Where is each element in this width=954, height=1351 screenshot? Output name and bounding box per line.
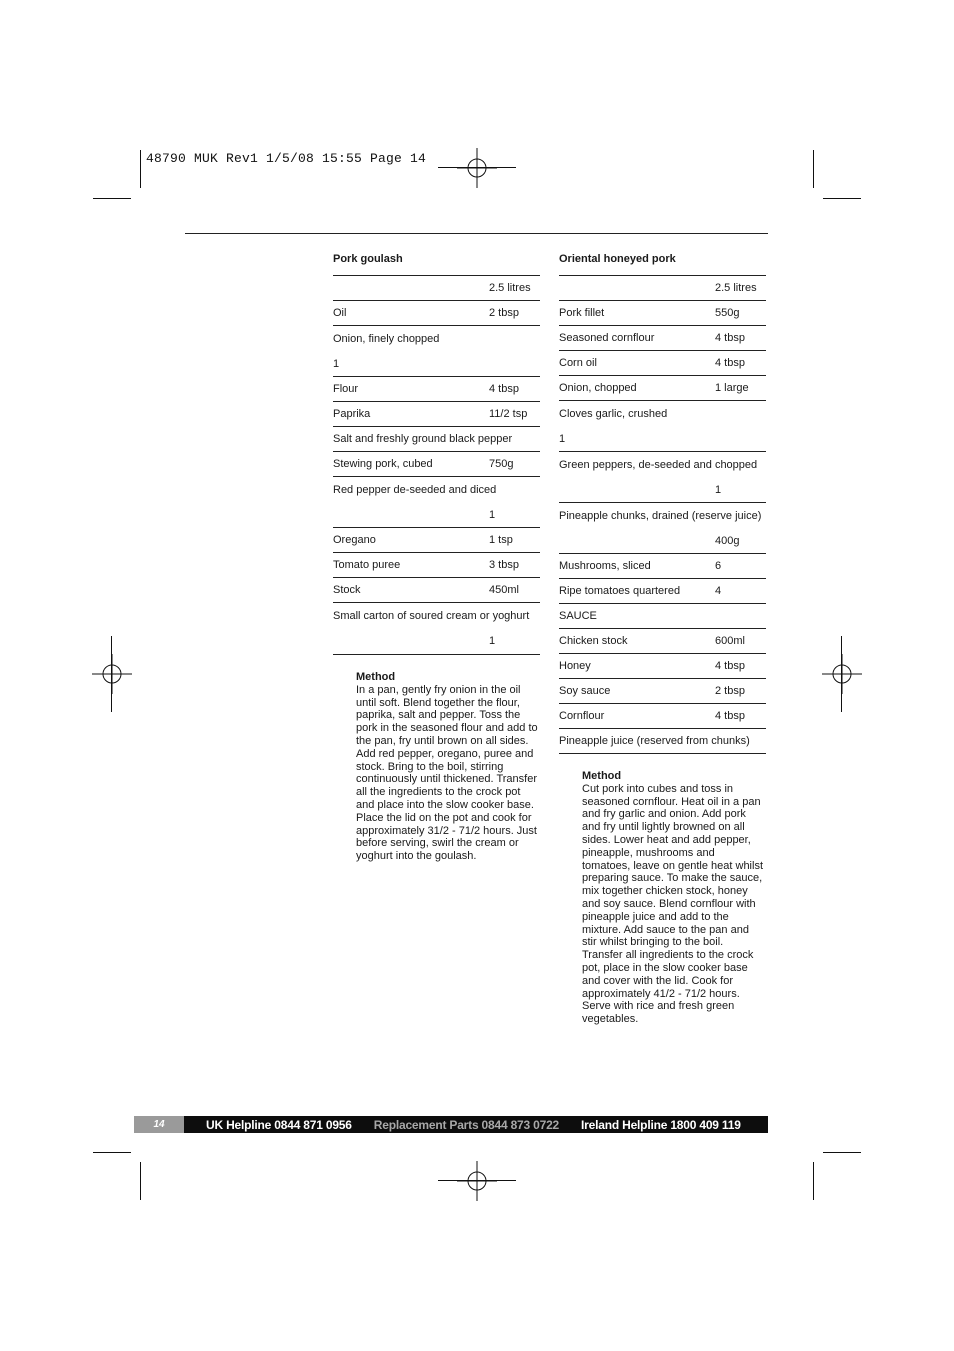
ingredient-qty: 1 xyxy=(559,432,566,445)
ingredient-name: Red pepper de-seeded and diced xyxy=(333,483,497,496)
ingredient-list xyxy=(333,275,540,655)
ingredient-row xyxy=(559,604,766,629)
method-heading: Method xyxy=(356,671,396,683)
ingredient-name: Flour xyxy=(333,383,359,395)
ingredient-row xyxy=(559,579,766,604)
ingredient-qty: 2 tbsp xyxy=(715,685,745,697)
page-number: 14 xyxy=(134,1116,184,1133)
ingredient-qty: 4 tbsp xyxy=(715,332,745,344)
crop-mark xyxy=(813,1162,814,1200)
ingredient-row xyxy=(333,427,540,452)
recipe-pork-goulash xyxy=(333,250,540,863)
ingredient-name: Cornflour xyxy=(559,710,605,722)
ingredient-row xyxy=(333,578,540,603)
ingredient-name: Salt and freshly ground black pepper xyxy=(333,433,513,445)
ingredient-row xyxy=(559,654,766,679)
ingredient-row xyxy=(333,377,540,402)
method-section xyxy=(559,770,766,1026)
ingredient-row xyxy=(333,276,540,301)
registration-mark-icon xyxy=(92,654,132,694)
print-slug: 48790 MUK Rev1 1/5/08 15:55 Page 14 xyxy=(146,151,427,166)
registration-stem xyxy=(438,167,516,168)
method-section xyxy=(333,671,540,863)
ingredient-row xyxy=(559,729,766,754)
ingredient-row xyxy=(559,629,766,654)
ingredient-name: Paprika xyxy=(333,408,371,420)
ingredient-row xyxy=(559,301,766,326)
ingredient-name: Onion, chopped xyxy=(559,382,637,394)
ingredient-row xyxy=(333,326,540,377)
ingredient-row xyxy=(559,376,766,401)
crop-mark xyxy=(823,1152,861,1153)
ingredient-qty: 450ml xyxy=(489,584,519,596)
ingredient-name: Onion, finely chopped xyxy=(333,332,440,345)
ingredient-qty: 400g xyxy=(715,534,740,547)
ingredient-name: Chicken stock xyxy=(559,635,628,647)
crop-mark xyxy=(140,150,141,188)
ingredient-qty: 2 tbsp xyxy=(489,307,519,319)
uk-helpline: UK Helpline 0844 871 0956 xyxy=(206,1117,352,1132)
ingredient-row xyxy=(333,301,540,326)
ingredient-qty: 2.5 litres xyxy=(489,282,531,294)
ingredient-qty: 11/2 tsp xyxy=(489,408,528,420)
recipe-title: Pork goulash xyxy=(333,253,403,265)
ingredient-list xyxy=(559,275,766,754)
helpline-footer xyxy=(134,1116,768,1133)
ingredient-name: Oil xyxy=(333,307,347,319)
ingredient-row xyxy=(559,401,766,452)
ingredient-row xyxy=(333,553,540,578)
ingredient-name: Mushrooms, sliced xyxy=(559,560,651,572)
crop-mark xyxy=(140,1162,141,1200)
ingredient-row xyxy=(559,326,766,351)
ingredient-qty: 1 tsp xyxy=(489,534,513,546)
ingredient-name: Pork fillet xyxy=(559,307,605,319)
ingredient-name: Stewing pork, cubed xyxy=(333,458,433,470)
ingredient-name: Small carton of soured cream or yoghurt xyxy=(333,609,530,622)
header-rule xyxy=(185,233,768,234)
ingredient-name: Corn oil xyxy=(559,357,597,369)
ingredient-name: Cloves garlic, crushed xyxy=(559,407,668,420)
method-text: Cut pork into cubes and toss in seasoned cornflour. Heat oil in a pan and fry garlic and onion. Add pork and fry until lightly browned on all sides. Lower heat and add pepper, pineapple, mushrooms and tomatoes, leave on gentle heat whilst preparing sauce. To make the sauce, mix together chicken stock, honey and soy sauce. Blend cornflour with pineapple juice and add to the mixture. Add sauce to the pan and stir whilst bringing to the boil. Transfer all ingredients to the crock pot, place in the slow cooker base and cover with the lid. Cook for approximately 41/2 - 71/2 hours. Serve with rice and fresh green vegetables. xyxy=(582,782,764,1026)
registration-stem xyxy=(438,1180,516,1181)
ingredient-row xyxy=(559,503,766,554)
ingredient-row xyxy=(333,402,540,427)
crop-mark xyxy=(813,150,814,188)
ingredient-qty: 4 xyxy=(715,585,722,597)
ingredient-row xyxy=(559,554,766,579)
ingredient-row xyxy=(559,351,766,376)
ingredient-qty: 600ml xyxy=(715,635,745,647)
crop-mark xyxy=(823,198,861,199)
method-heading: Method xyxy=(582,770,622,782)
registration-mark-icon xyxy=(457,148,497,188)
ingredient-qty: 1 xyxy=(489,508,496,521)
ingredient-row xyxy=(333,603,540,655)
ingredient-name: Pineapple juice (reserved from chunks) xyxy=(559,735,750,747)
ingredient-qty: 4 tbsp xyxy=(715,357,745,369)
ingredient-qty: 4 tbsp xyxy=(489,383,519,395)
ingredient-row xyxy=(559,679,766,704)
registration-mark-icon xyxy=(822,654,862,694)
registration-mark-icon xyxy=(457,1161,497,1201)
ingredient-qty: 1 xyxy=(489,635,496,648)
registration-stem xyxy=(841,636,842,712)
ingredient-qty: 2.5 litres xyxy=(715,282,757,294)
ingredient-qty: 1 large xyxy=(715,382,749,394)
ireland-helpline: Ireland Helpline 1800 409 119 xyxy=(581,1117,741,1132)
ingredient-name: SAUCE xyxy=(559,610,597,622)
ingredient-qty: 4 tbsp xyxy=(715,660,745,672)
ingredient-name: Ripe tomatoes quartered xyxy=(559,585,681,597)
crop-mark xyxy=(93,198,131,199)
ingredient-name: Oregano xyxy=(333,534,376,546)
ingredient-qty: 1 xyxy=(715,483,722,496)
ingredient-name: Tomato puree xyxy=(333,559,401,571)
ingredient-qty: 750g xyxy=(489,458,514,470)
ingredient-name: Honey xyxy=(559,660,591,672)
method-text: In a pan, gently fry onion in the oil until soft. Blend together the flour, paprika, salt and pepper. Toss the pork in the seasoned flour and add to the pan, fry until brown on all sides. Add red pepper, oregano, puree and stock. Bring to the boil, stirring continuously until thickened. Transfer all the ingredients to the crock pot and place into the slow cooker base. Place the lid on the pot and cook for approximately 31/2 - 71/2 hours. Just before serving, swirl the cream or yoghurt into the goulash. xyxy=(356,683,538,863)
ingredient-qty: 550g xyxy=(715,307,740,319)
ingredient-row xyxy=(333,452,540,477)
registration-stem xyxy=(111,636,112,712)
ingredient-name: Green peppers, de-seeded and chopped xyxy=(559,458,758,471)
ingredient-qty: 6 xyxy=(715,560,722,572)
ingredient-row xyxy=(559,452,766,503)
ingredient-name: Pineapple chunks, drained (reserve juice) xyxy=(559,509,762,522)
ingredient-name: Stock xyxy=(333,584,361,596)
ingredient-row xyxy=(559,276,766,301)
ingredient-qty: 1 xyxy=(333,357,340,370)
ingredient-row xyxy=(333,477,540,528)
replacement-parts: Replacement Parts 0844 873 0722 xyxy=(373,1117,560,1132)
ingredient-name: Seasoned cornflour xyxy=(559,332,655,344)
ingredient-qty: 4 tbsp xyxy=(715,710,745,722)
ingredient-name: Soy sauce xyxy=(559,685,611,697)
crop-mark xyxy=(93,1152,131,1153)
recipe-oriental-honeyed-pork xyxy=(559,250,766,1026)
ingredient-row xyxy=(559,704,766,729)
ingredient-qty: 3 tbsp xyxy=(489,559,519,571)
ingredient-row xyxy=(333,528,540,553)
recipe-title: Oriental honeyed pork xyxy=(559,253,676,265)
